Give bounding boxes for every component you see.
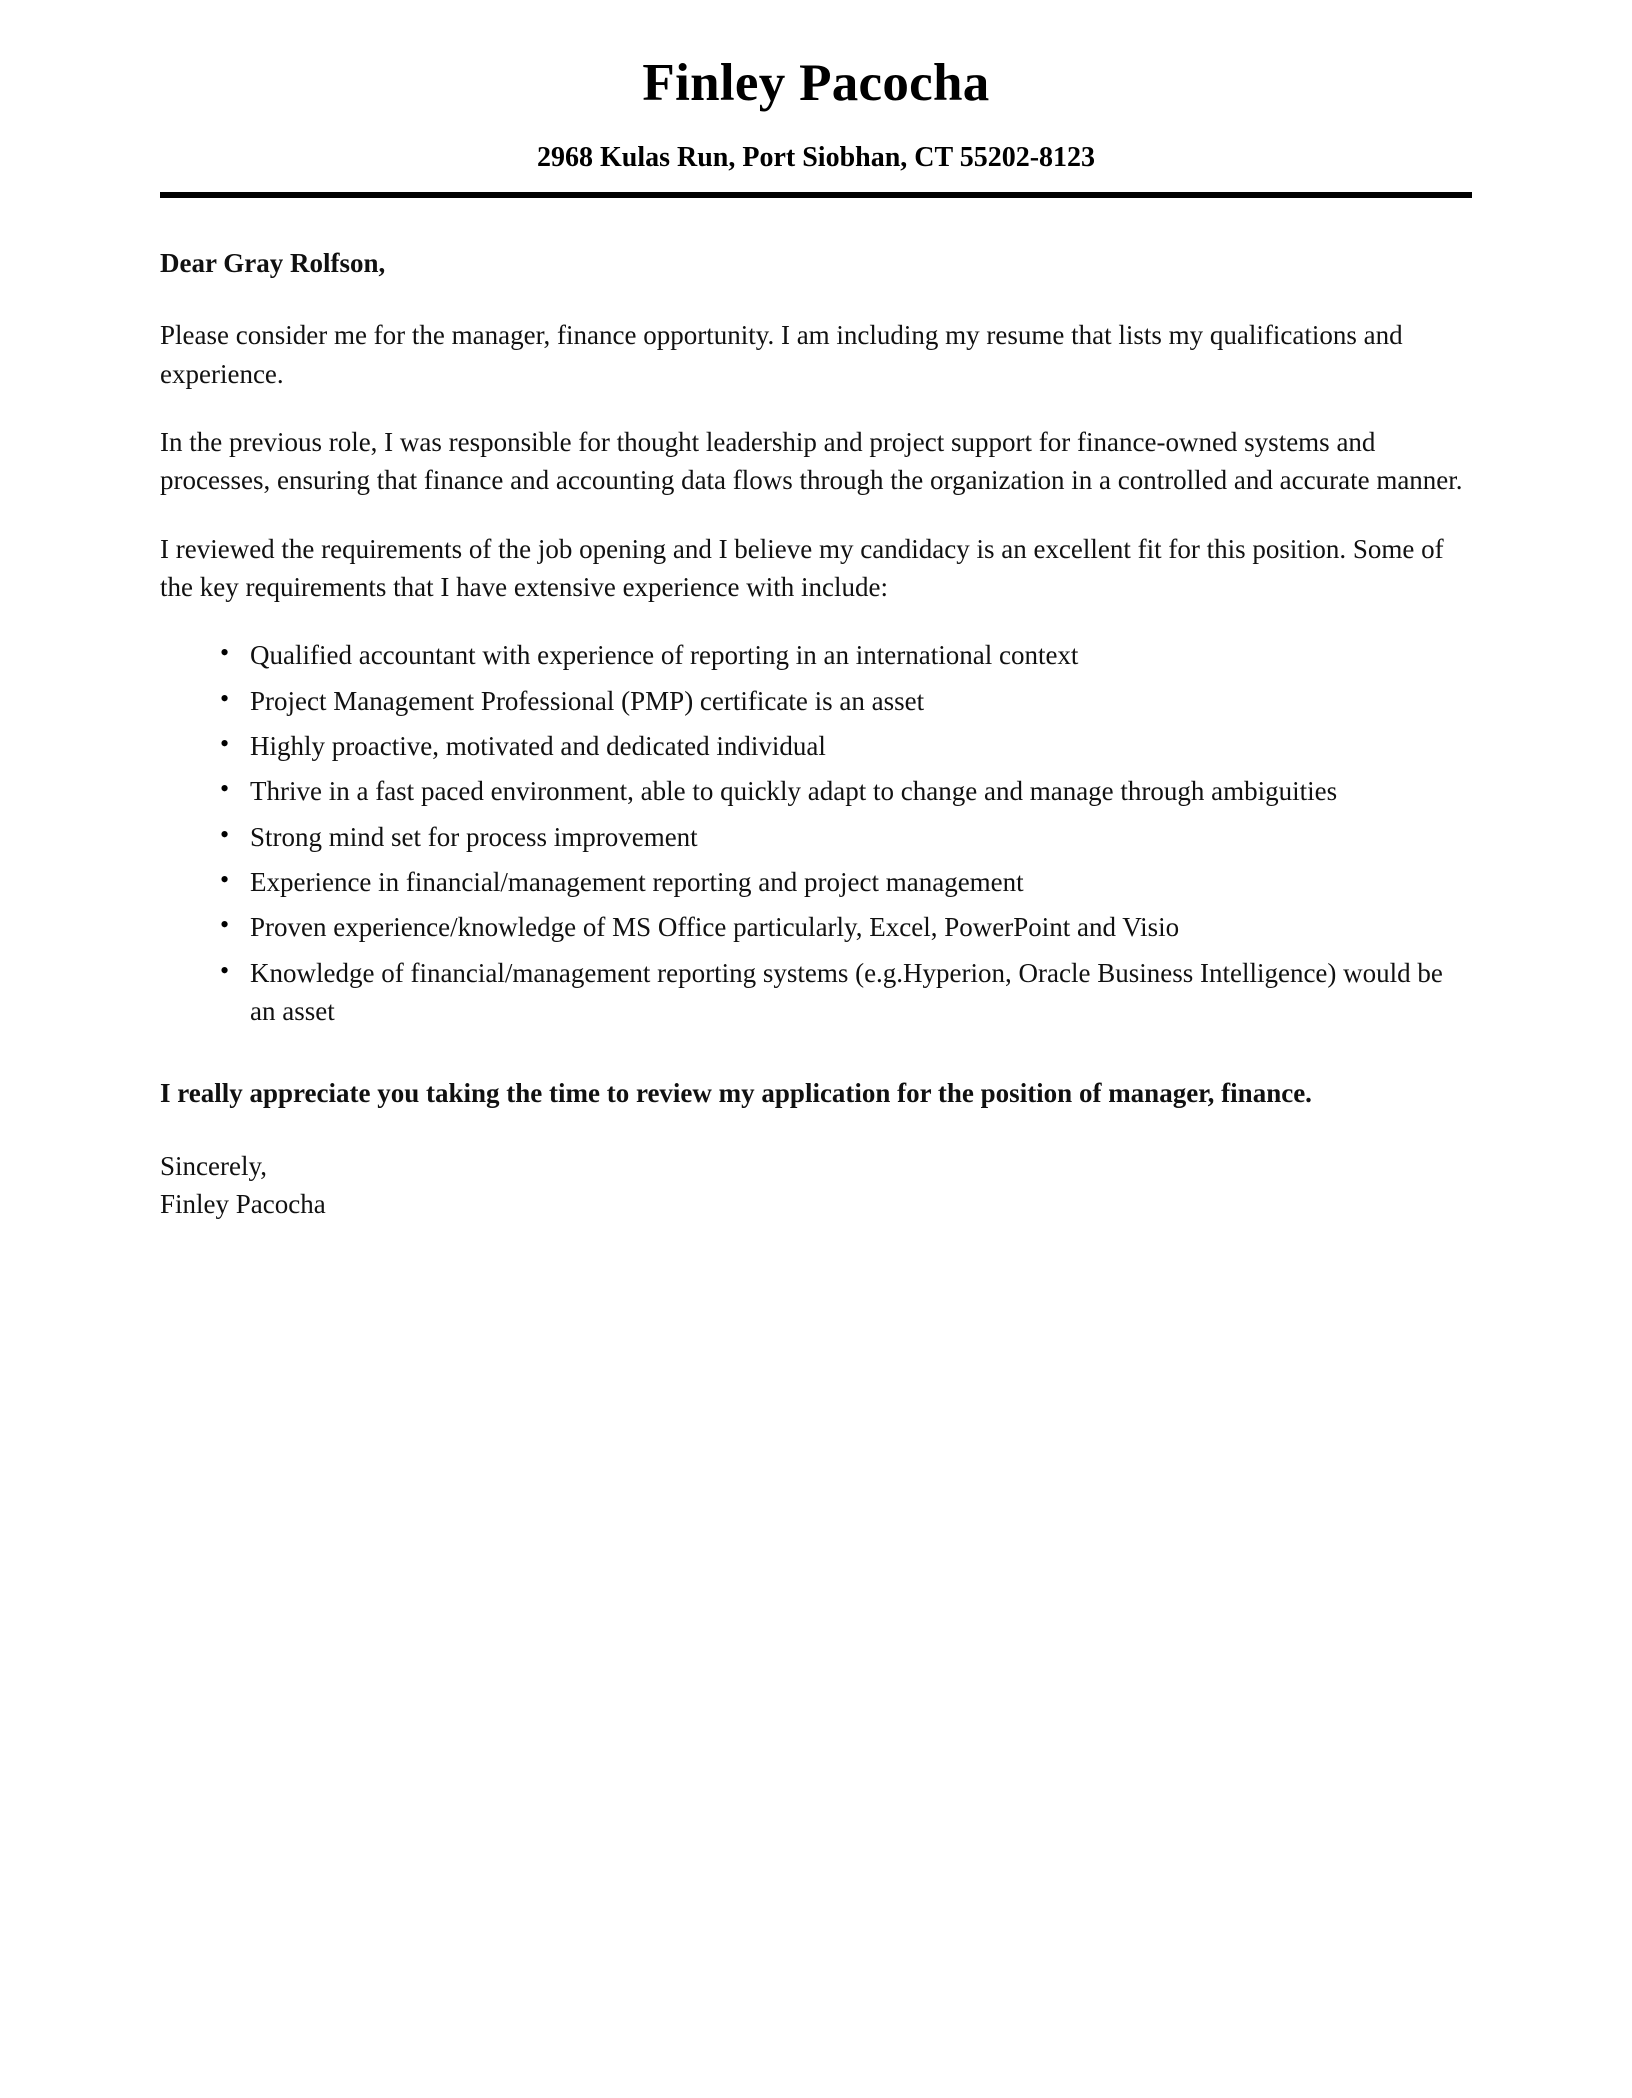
paragraph-intro: Please consider me for the manager, finance opportunity. I am including my resume that lists my qualifications and experience. xyxy=(160,320,1403,389)
list-item: • Knowledge of financial/management reporting systems (e.g.Hyperion, Oracle Business Intelligence) would be an asset xyxy=(220,954,1472,1031)
letter-body xyxy=(160,244,1472,1223)
list-item: • Experience in financial/management reporting and project management xyxy=(220,863,1472,901)
signoff-name: Finley Pacocha xyxy=(160,1189,326,1220)
paragraph-requirements-intro: I reviewed the requirements of the job opening and I believe my candidacy is an excellent fit for this position. Some of the key requirements that I have extensive experience with include: xyxy=(160,533,1444,603)
sender-name: Finley Pacocha xyxy=(642,54,990,112)
list-item: • Highly proactive, motivated and dedicated individual xyxy=(220,727,1472,765)
sender-address: 2968 Kulas Run, Port Siobhan, CT 55202-8123 xyxy=(536,141,1096,173)
list-item: • Qualified accountant with experience of reporting in an international context xyxy=(220,636,1472,674)
closing-statement: I really appreciate you taking the time to review my application for the position of manager, finance. xyxy=(160,1078,1312,1109)
list-item: • Project Management Professional (PMP) certificate is an asset xyxy=(220,682,1472,720)
list-item: • Proven experience/knowledge of MS Office particularly, Excel, PowerPoint and Visio xyxy=(220,908,1472,946)
list-item: • Thrive in a fast paced environment, able to quickly adapt to change and manage through ambiguities xyxy=(220,772,1472,810)
salutation: Dear Gray Rolfson, xyxy=(160,248,386,279)
list-item: • Strong mind set for process improvement xyxy=(220,818,1472,856)
paragraph-experience: In the previous role, I was responsible for thought leadership and project support for finance-owned systems and processes, ensuring that finance and accounting data flows through the organization in a controlled and accurate manner. xyxy=(160,427,1463,496)
qualifications-list xyxy=(160,636,1472,1030)
header-divider xyxy=(160,192,1472,198)
letterhead xyxy=(160,52,1472,198)
signoff: Sincerely, xyxy=(160,1150,267,1181)
